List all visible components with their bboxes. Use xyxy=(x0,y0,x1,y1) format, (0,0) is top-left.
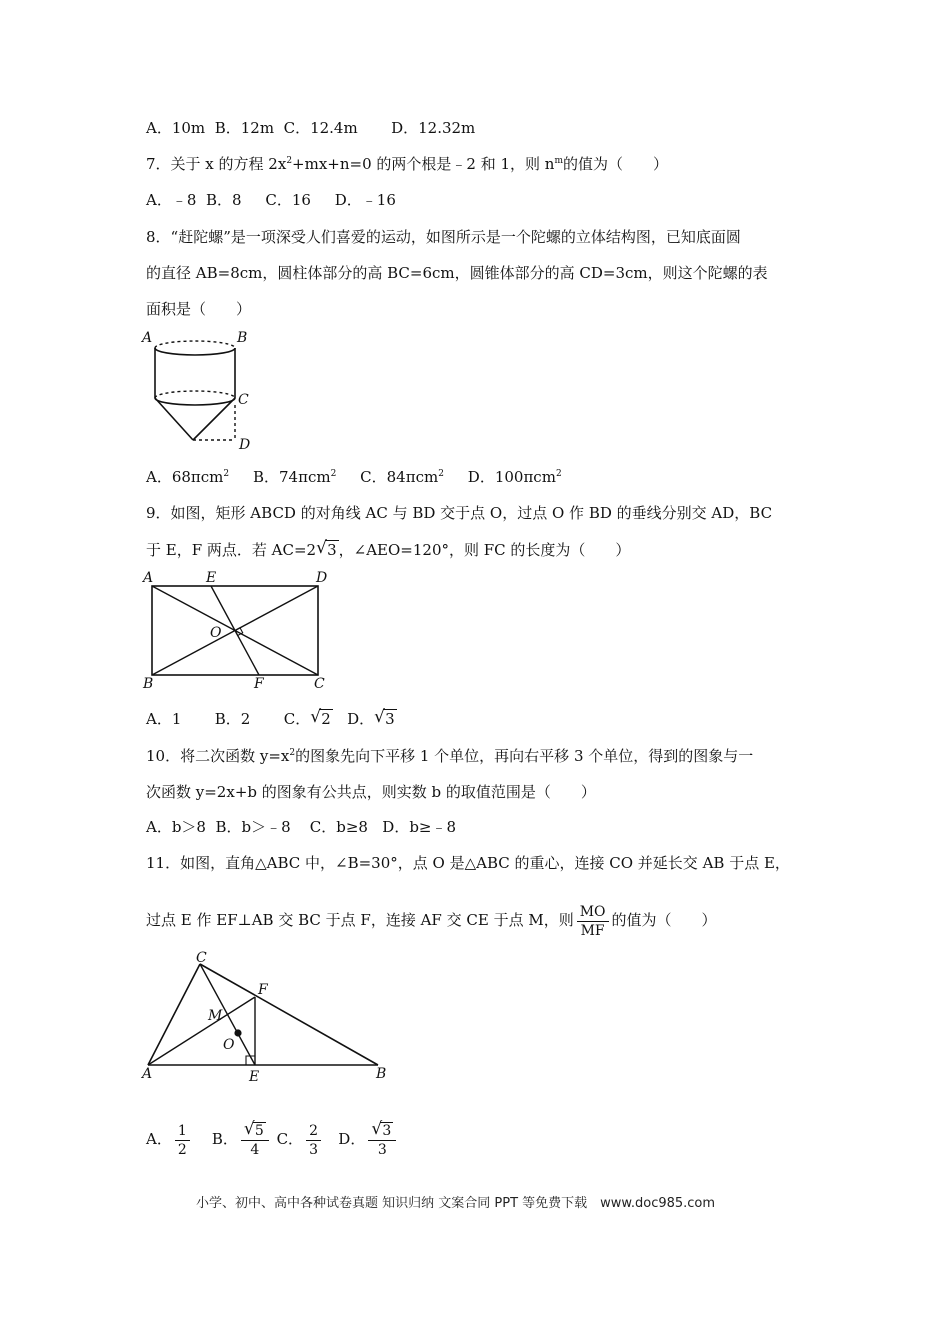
q9-line2-post: ，∠AEO=120°，则 FC 的长度为（ ） xyxy=(338,541,631,559)
q8-option-b: B．74πcm$^2$ xyxy=(252,468,337,486)
q9-label-b: B xyxy=(143,676,154,692)
q8-label-b: B xyxy=(237,330,248,346)
q8-option-a: A．68πcm$^2$ xyxy=(146,468,230,486)
q9-label-a: A xyxy=(143,570,154,586)
q6-option-b: B．12m xyxy=(214,119,275,137)
q7-stem-exp2: m xyxy=(554,156,564,166)
q11-line2 xyxy=(146,898,717,942)
q11-label-c: C xyxy=(196,950,207,966)
q6-option-c: C．12.4m xyxy=(283,119,358,137)
q8-line2: 的直径 AB=8cm，圆柱体部分的高 BC=6cm，圆锥体部分的高 CD=3cm，则这个陀螺的表 xyxy=(146,264,768,282)
q10-line1-pre: 10．将二次函数 y=x xyxy=(146,747,290,765)
q11-label-e: E xyxy=(249,1069,260,1084)
q10-option-a: A．b＞8 xyxy=(146,818,206,836)
q8-line1: 8．“赶陀螺”是一项深受人们喜爱的运动，如图所示是一个陀螺的立体结构图，已知底面圆 xyxy=(146,228,741,246)
q10-line1-exp: 2 xyxy=(289,748,296,758)
q9-figure xyxy=(140,566,340,694)
q7-stem-mid: +mx+n=0 的两个根是﹣2 和 1，则 n xyxy=(292,155,555,173)
q6-option-a: A．10m xyxy=(146,119,206,137)
q11-line2-pre: 过点 E 作 EF⊥AB 交 BC 于点 F，连接 AF 交 CE 于点 M，则 xyxy=(146,911,574,929)
q9-radical: √ 3 xyxy=(316,538,337,559)
q9-option-d: D． √ 3 xyxy=(347,707,395,728)
q6-options xyxy=(146,117,475,139)
q7-option-b: B．8 xyxy=(205,191,242,209)
q9-line2 xyxy=(146,539,630,561)
q10-line2: 次函数 y=2x+b 的图象有公共点，则实数 b 的取值范围是（ ） xyxy=(146,783,596,801)
q9-line1: 9．如图，矩形 ABCD 的对角线 AC 与 BD 交于点 O，过点 O 作 BD 的垂线分别交 AD，BC xyxy=(146,504,773,522)
q11-label-m: M xyxy=(208,1008,223,1024)
q9-option-c: C． √ 2 xyxy=(283,707,331,728)
q10-option-d: D．b≥﹣8 xyxy=(382,818,457,836)
q11-label-b: B xyxy=(376,1066,387,1082)
q10-option-b: B．b＞﹣8 xyxy=(215,818,291,836)
q10-options xyxy=(146,816,456,838)
q11-fraction: $\frac{MO}{MF}$ xyxy=(577,903,609,940)
q6-option-d: D．12.32m xyxy=(391,119,476,137)
q10-line1-post: 的图象先向下平移 1 个单位，再向右平移 3 个单位，得到的图象与一 xyxy=(295,747,754,765)
q8-options xyxy=(146,466,562,488)
q8-label-c: C xyxy=(238,392,249,408)
q9-option-a: A．1 xyxy=(146,710,182,728)
q7-stem-post: 的值为（ ） xyxy=(563,155,669,173)
q11-line2-post: 的值为（ ） xyxy=(611,911,717,929)
q10-line1 xyxy=(146,745,753,767)
q9-options xyxy=(146,708,397,730)
page-footer: 小学、初中、高中各种试卷真题 知识归纳 文案合同 PPT 等免费下载 www.doc985.com xyxy=(196,1196,716,1211)
q7-option-a: A．﹣8 xyxy=(146,191,197,209)
q11-line1: 11．如图，直角△ABC 中，∠B=30°，点 O 是△ABC 的重心，连接 CO 并延长交 AB 于点 E， xyxy=(146,854,790,872)
q7-stem xyxy=(146,153,668,175)
q11-option-d: D． √ 3 3 xyxy=(338,1130,399,1148)
q9-option-b: B．2 xyxy=(214,710,251,728)
q9-label-e: E xyxy=(206,570,217,586)
q7-stem-exp: 2 xyxy=(286,156,293,166)
q9-label-f: F xyxy=(254,676,264,692)
q11-label-o: O xyxy=(223,1037,235,1053)
q8-option-d: D．100πcm$^2$ xyxy=(467,468,562,486)
q9-label-o: O xyxy=(210,625,222,641)
q7-options xyxy=(146,189,396,211)
q8-line3: 面积是（ ） xyxy=(146,300,252,318)
q8-label-d: D xyxy=(239,437,251,453)
q8-option-c: C．84πcm$^2$ xyxy=(360,468,444,486)
q11-options xyxy=(146,1117,399,1161)
q9-label-d: D xyxy=(316,570,328,586)
q7-option-d: D．﹣16 xyxy=(334,191,396,209)
q8-label-a: A xyxy=(142,330,153,346)
q7-option-c: C．16 xyxy=(265,191,311,209)
q8-figure xyxy=(140,326,260,454)
q11-label-f: F xyxy=(258,982,268,998)
q11-option-c: C． $\frac{2}{3}$ xyxy=(277,1130,324,1148)
q11-figure xyxy=(140,950,390,1084)
q7-stem-pre: 7．关于 x 的方程 2x xyxy=(146,155,287,173)
q11-label-a: A xyxy=(142,1066,153,1082)
q11-option-a: A． $\frac{1}{2}$ xyxy=(146,1130,193,1148)
q9-line2-pre: 于 E，F 两点．若 AC=2 xyxy=(146,541,317,559)
q10-option-c: C．b≥8 xyxy=(309,818,368,836)
q11-option-b: B． √ 5 4 xyxy=(212,1130,272,1148)
q9-label-c: C xyxy=(314,676,325,692)
